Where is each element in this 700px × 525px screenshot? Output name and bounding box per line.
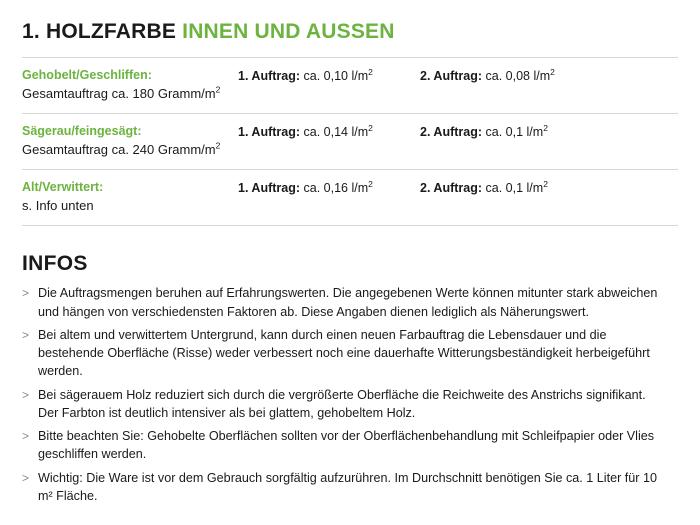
table-cell-surface: [22, 179, 238, 215]
coat2-label: 2. Auftrag:: [420, 181, 483, 196]
list-item: [22, 284, 678, 321]
table-cell-coat1: [238, 123, 420, 142]
coat1-value-sup: 2: [368, 66, 373, 77]
list-item-text: Bei sägerauem Holz reduziert sich durch die vergrößerte Oberfläche die Reichweite des Anstrichs signifikant. Der Farbton ist deutlich intensiver als bei glattem, gehobeltem Holz.: [38, 387, 646, 420]
surface-total: [22, 141, 230, 159]
surface-total-text: s. Info unten: [22, 198, 94, 214]
coat1-value: ca. 0,14 l/m: [300, 125, 369, 140]
table-row: [22, 114, 678, 170]
page-title-number: 1.: [22, 20, 40, 43]
coat1-label: 1. Auftrag:: [238, 181, 301, 196]
infos-title: INFOS: [22, 252, 88, 276]
page-title: [22, 20, 678, 43]
list-item: [22, 427, 678, 464]
infos-list: [22, 284, 678, 505]
coat1-value-sup: 2: [368, 179, 373, 190]
surface-total-sup: 2: [215, 84, 221, 95]
chevron-right-icon: >: [22, 387, 30, 402]
coat1-value-sup: 2: [368, 123, 373, 133]
table-cell-coat1: [238, 67, 420, 86]
surface-label: Alt/Verwittert:: [22, 180, 104, 195]
list-item-text: Die Auftragsmengen beruhen auf Erfahrungswerten. Die angegebenen Werte können mitunter stark abweichen und hängen von verschiedensten Faktoren ab. Diese Angaben dienen lediglich als Näherungswert.: [38, 286, 658, 319]
list-item: [22, 469, 678, 506]
table-cell-surface: [22, 67, 238, 103]
list-item: [22, 326, 678, 381]
chevron-right-icon: >: [22, 327, 30, 342]
page-title-green: INNEN UND AUSSEN: [182, 20, 395, 43]
list-item-text: Wichtig: Die Ware ist vor dem Gebrauch sorgfältig aufzurühren. Im Durchschnitt benötigen Sie ca. 1 Liter für 10 m² Fläche.: [38, 470, 658, 503]
list-item: [22, 386, 678, 423]
coat2-value-sup: 2: [550, 66, 555, 77]
list-item-text: Bitte beachten Sie: Gehobelte Oberflächen sollten vor der Oberflächenbehandlung mit Schleifpapier oder Vlies geschliffen werden.: [38, 429, 655, 462]
consumption-table: [22, 57, 678, 226]
table-cell-coat1: [238, 179, 420, 198]
coat2-value: ca. 0,1 l/m: [482, 125, 544, 140]
surface-label: Sägerau/feingesägt:: [22, 124, 142, 139]
coat1-label: 1. Auftrag:: [238, 69, 301, 84]
table-cell-coat2: [420, 123, 678, 142]
coat2-label: 2. Auftrag:: [420, 69, 483, 84]
table-cell-surface: [22, 123, 238, 159]
table-cell-coat2: [420, 67, 678, 86]
coat2-value: ca. 0,1 l/m: [482, 181, 544, 196]
page-title-dark: HOLZFARBE: [45, 20, 177, 43]
chevron-right-icon: >: [22, 470, 30, 485]
surface-label: Gehobelt/Geschliffen:: [22, 68, 152, 83]
surface-total-sup: 2: [215, 140, 221, 151]
list-item-text: Bei altem und verwittertem Untergrund, kann durch einen neuen Farbauftrag die Lebensdauer und die bestehende Oberfläche (Risse) weder verbessert noch eine dauerhafte Witterungsbeständigkeit herbeigeführt werden.: [38, 327, 650, 379]
table-cell-coat2: [420, 179, 678, 198]
coat2-value-sup: 2: [543, 179, 548, 190]
coat1-value: ca. 0,16 l/m: [300, 181, 369, 196]
surface-total: [22, 85, 230, 103]
coat2-label: 2. Auftrag:: [420, 125, 483, 140]
coat1-label: 1. Auftrag:: [238, 125, 301, 140]
chevron-right-icon: >: [22, 429, 30, 444]
coat2-value: ca. 0,08 l/m: [482, 69, 551, 84]
chevron-right-icon: >: [22, 286, 30, 301]
table-row: [22, 170, 678, 226]
surface-total: [22, 197, 230, 215]
coat2-value-sup: 2: [543, 123, 548, 133]
surface-total-text: Gesamtauftrag ca. 180 Gramm/m: [22, 85, 216, 101]
surface-total-text: Gesamtauftrag ca. 240 Gramm/m: [22, 142, 216, 158]
table-row: [22, 58, 678, 114]
coat1-value: ca. 0,10 l/m: [300, 69, 369, 84]
